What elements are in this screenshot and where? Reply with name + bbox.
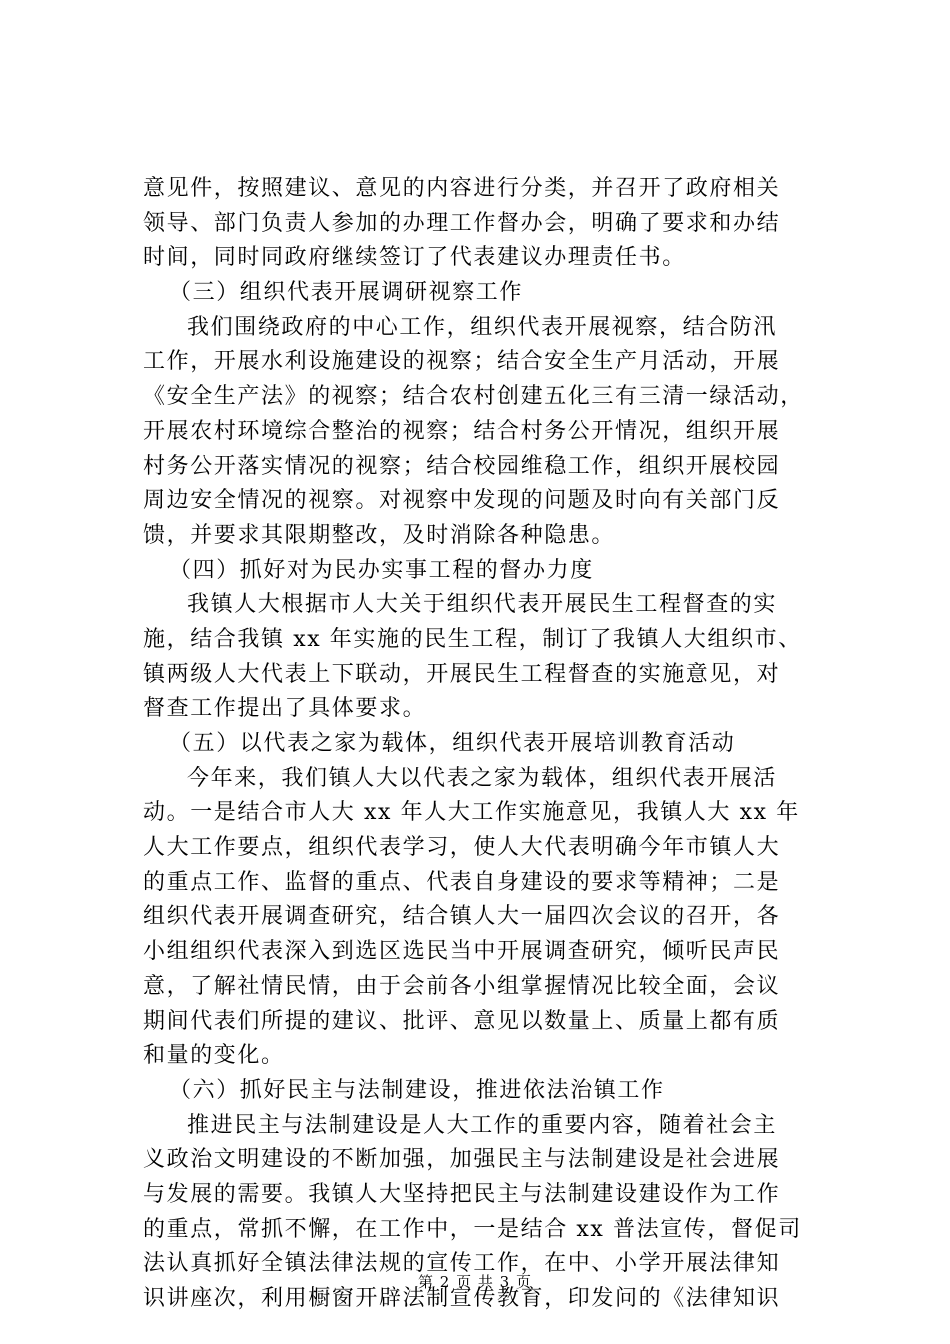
text-line: 的重点，常抓不懈，在工作中，一是结合 xx 普法宣传，督促司 xyxy=(143,1216,802,1242)
section-heading: （三）组织代表开展调研视察工作 xyxy=(169,280,524,306)
section-heading: （五）以代表之家为载体，组织代表开展培训教育活动 xyxy=(169,731,736,756)
text-line: 督查工作提出了具体要求。 xyxy=(143,696,427,722)
text-line: 动。一是结合市人大 xx 年人大工作实施意见，我镇人大 xx 年 xyxy=(143,800,800,826)
text-line: 工作，开展水利设施建设的视察；结合安全生产月活动，开展 xyxy=(143,349,781,375)
text-line: 期间代表们所提的建议、批评、意见以数量上、质量上都有质 xyxy=(143,1008,781,1034)
page-number-footer: 第 2 页 共 3 页 xyxy=(418,1273,532,1291)
text-line: 法认真抓好全镇法律法规的宣传工作，在中、小学开展法律知 xyxy=(143,1251,781,1277)
text-line: 意，了解社情民情，由于会前各小组掌握情况比较全面，会议 xyxy=(143,973,781,999)
text-line: 人大工作要点，组织代表学习，使人大代表明确今年市镇人大 xyxy=(143,835,781,861)
text-line: 村务公开落实情况的视察；结合校园维稳工作，组织开展校园 xyxy=(143,453,781,479)
text-line: 镇两级人大代表上下联动，开展民生工程督查的实施意见，对 xyxy=(143,661,781,687)
text-line: 意见件，按照建议、意见的内容进行分类，并召开了政府相关 xyxy=(143,176,781,201)
text-line: 馈，并要求其限期整改，及时消除各种隐患。 xyxy=(143,522,616,548)
text-line: 施，结合我镇 xx 年实施的民生工程，制订了我镇人大组织市、 xyxy=(143,626,802,652)
section-heading: （六）抓好民主与法制建设，推进依法治镇工作 xyxy=(169,1077,665,1103)
text-line: 组织代表开展调查研究，结合镇人大一届四次会议的召开，各 xyxy=(143,904,781,930)
text-line: 与发展的需要。我镇人大坚持把民主与法制建设建设作为工作 xyxy=(143,1181,781,1207)
paragraph-first-line: 我们围绕政府的中心工作，组织代表开展视察，结合防汛 xyxy=(187,314,778,340)
text-line: 识讲座次，利用橱窗开辟法制宣传教育，印发问的《法律知识 xyxy=(143,1286,781,1311)
text-line: 的重点工作、监督的重点、代表自身建设的要求等精神；二是 xyxy=(143,869,781,895)
text-line: 小组组织代表深入到选区选民当中开展调查研究，倾听民声民 xyxy=(143,939,781,965)
section-heading: （四）抓好对为民办实事工程的督办力度 xyxy=(169,557,594,583)
paragraph-first-line: 今年来，我们镇人大以代表之家为载体，组织代表开展活 xyxy=(187,765,778,791)
paragraph-first-line: 推进民主与法制建设是人大工作的重要内容，随着社会主 xyxy=(187,1112,778,1138)
text-line: 时间，同时同政府继续签订了代表建议办理责任书。 xyxy=(143,245,686,271)
text-line: 领导、部门负责人参加的办理工作督办会，明确了要求和办结 xyxy=(143,210,781,236)
paragraph-first-line: 我镇人大根据市人大关于组织代表开展民生工程督查的实 xyxy=(187,592,778,618)
text-line: 开展农村环境综合整治的视察；结合村务公开情况，组织开展 xyxy=(143,418,781,444)
text-line: 周边安全情况的视察。对视察中发现的问题及时向有关部门反 xyxy=(143,488,781,514)
text-line: 和量的变化。 xyxy=(143,1043,285,1069)
document-body xyxy=(143,172,833,1317)
text-line: 义政治文明建设的不断加强，加强民主与法制建设是社会进展 xyxy=(143,1147,781,1173)
text-line: 《安全生产法》的视察；结合农村创建五化三有三清一绿活动， xyxy=(143,384,804,410)
